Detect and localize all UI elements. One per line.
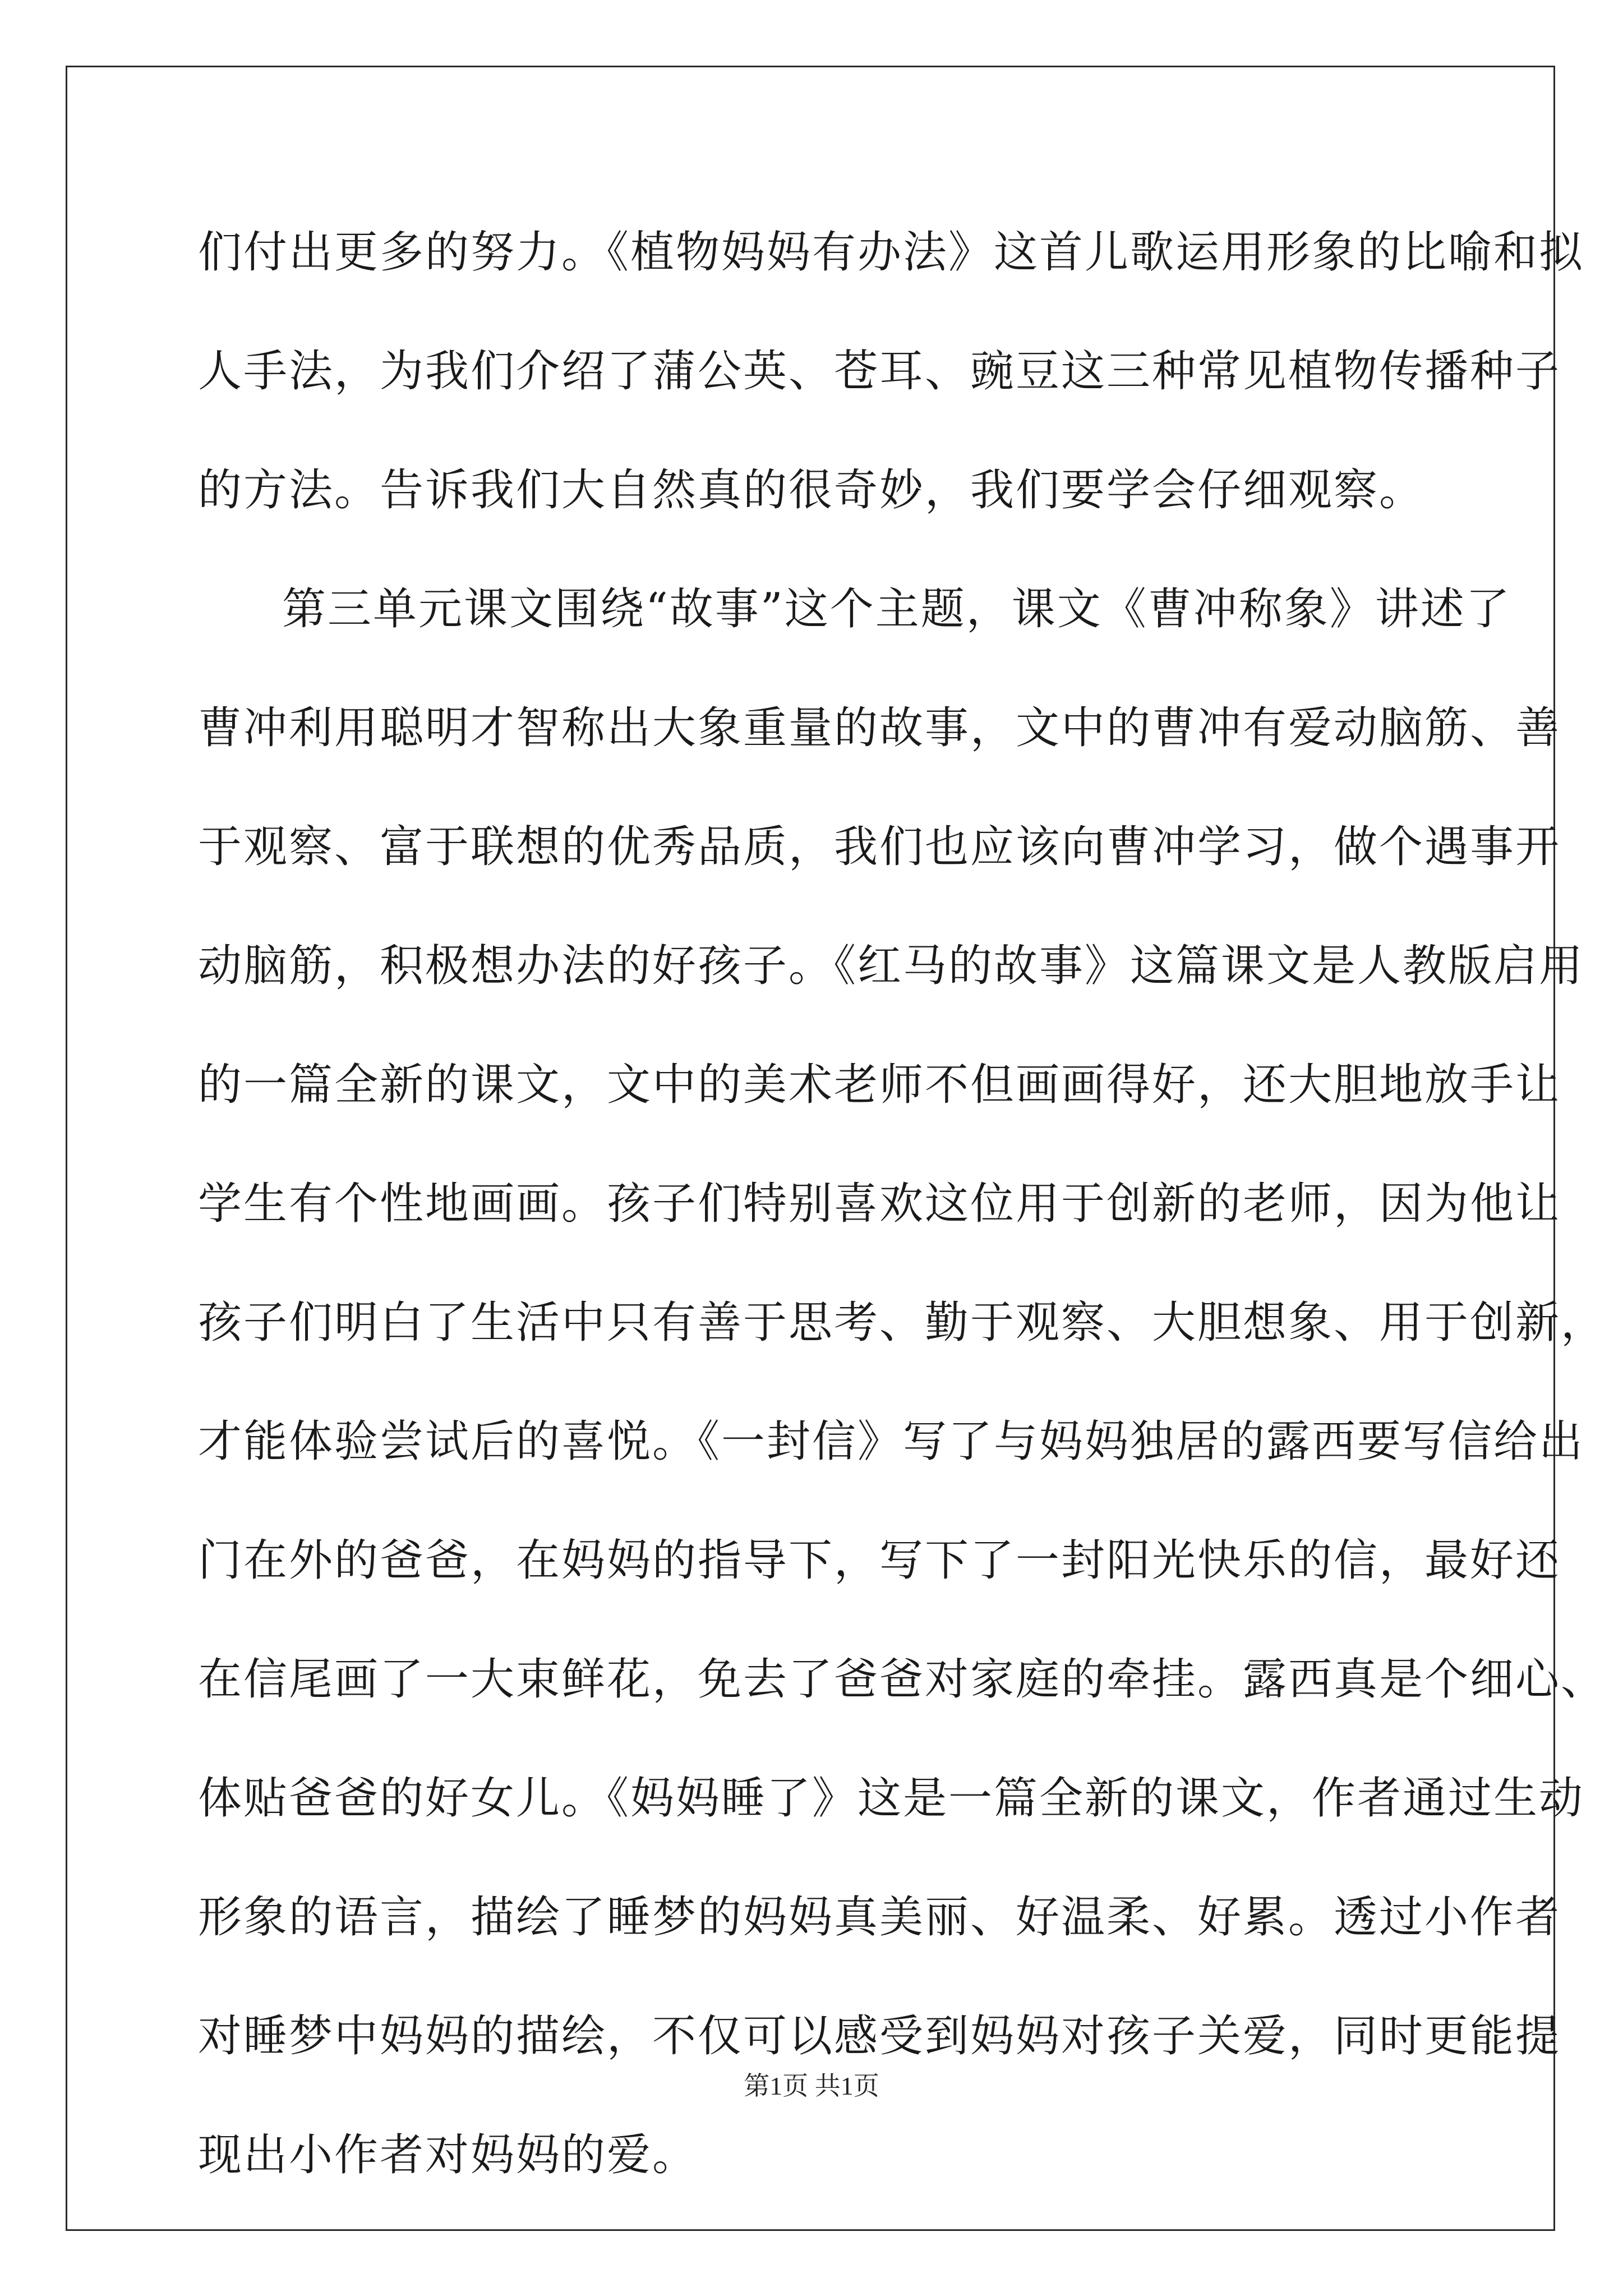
page-number: 第1页 共1页 — [744, 2072, 879, 2100]
text-line: 们付出更多的努力。《植物妈妈有办法》这首儿歌运用形象的比喻和拟 — [198, 227, 1585, 278]
text-line: 体贴爸爸的好女儿。《妈妈睡了》这是一篇全新的课文，作者通过生动 — [198, 1773, 1585, 1824]
text-line: 人手法，为我们介绍了蒲公英、苍耳、豌豆这三种常见植物传播种子 — [198, 346, 1561, 397]
document-body — [198, 213, 1607, 2235]
text-line: 才能体验尝试后的喜悦。《一封信》写了与妈妈独居的露西要写信给出 — [198, 1416, 1585, 1467]
text-line: 的一篇全新的课文，文中的美术老师不但画画得好，还大胆地放手让 — [198, 1060, 1561, 1110]
paragraph-first-line: 第三单元课文围绕“故事”这个主题，课文《曹冲称象》讲述了 — [282, 584, 1511, 634]
text-line: 现出小作者对妈妈的爱。 — [198, 2130, 698, 2180]
text-line: 在信尾画了一大束鲜花，免去了爸爸对家庭的牵挂。露西真是个细心、 — [198, 1654, 1607, 1705]
text-line: 对睡梦中妈妈的描绘，不仅可以感受到妈妈对孩子关爱，同时更能提 — [198, 2011, 1561, 2062]
text-line: 曹冲利用聪明才智称出大象重量的故事，文中的曹冲有爱动脑筋、善 — [198, 703, 1561, 753]
text-line: 动脑筋，积极想办法的好孩子。《红马的故事》这篇课文是人教版启用 — [198, 941, 1585, 991]
text-line: 学生有个性地画画。孩子们特别喜欢这位用于创新的老师，因为他让 — [198, 1179, 1561, 1229]
text-line: 形象的语言，描绘了睡梦的妈妈真美丽、好温柔、好累。透过小作者 — [198, 1892, 1561, 1943]
text-line: 门在外的爸爸，在妈妈的指导下，写下了一封阳光快乐的信，最好还 — [198, 1535, 1561, 1586]
text-line: 孩子们明白了生活中只有善于思考、勤于观察、大胆想象、用于创新， — [198, 1297, 1607, 1348]
text-line: 于观察、富于联想的优秀品质，我们也应该向曹冲学习，做个遇事开 — [198, 822, 1561, 872]
text-line: 的方法。告诉我们大自然真的很奇妙，我们要学会仔细观察。 — [198, 465, 1425, 516]
page-footer — [0, 2065, 1623, 2102]
